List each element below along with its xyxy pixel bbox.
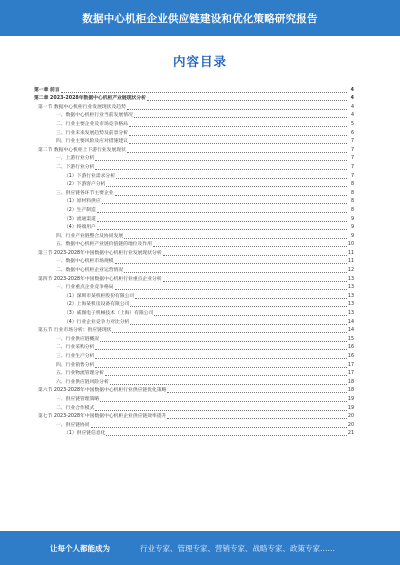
toc-leader-dots (95, 349, 347, 350)
toc-entry-label: 二、下游行业分析 (56, 164, 95, 170)
footer-tagline: 行业专家、管理专家、营销专家、战略专家、政策专家…… (140, 543, 335, 553)
toc-leader-dots (115, 289, 347, 290)
toc-leader-dots (106, 186, 347, 187)
toc-entry-page: 18 (347, 388, 354, 394)
report-title: 数据中心机柜企业供应链建设和优化策略研究报告 (82, 12, 318, 25)
toc-entry-label: 第二章 2023-2028年数据中心机柜产业链现状分析 (34, 96, 146, 102)
toc-leader-dots (124, 272, 347, 273)
toc-leader-dots (95, 358, 347, 359)
toc-entry-label: 四、行业主要风险及应对措施建议 (56, 139, 128, 145)
toc-entry-page: 13 (347, 311, 354, 317)
toc-entry-page: 4 (350, 96, 354, 102)
toc-entry-label: （4）行业企业竞争力对比分析 (64, 319, 130, 325)
toc-entry-page: 7 (350, 139, 354, 145)
toc-entry-label: 第六节 2023-2028年中国数据中心机柜行业供应链优化策略 (38, 388, 167, 394)
report-footer (0, 531, 400, 565)
report-header (0, 0, 400, 36)
toc-leader-dots (124, 238, 347, 239)
toc-entry-label: 一、行业重点企业竞争格局 (56, 285, 114, 291)
toc-leader-dots (154, 315, 346, 316)
toc-leader-dots (147, 100, 347, 101)
toc-entry-label: 第二节 数据中心机柜上下游行业发展现状 (38, 147, 126, 153)
toc-leader-dots (110, 384, 347, 385)
toc-leader-dots (129, 135, 347, 136)
toc-leader-dots (95, 169, 347, 170)
toc-entry-label: 第四节 2023-2028年中国数据中心机柜行业重点企业分析 (38, 276, 162, 282)
toc-leader-dots (134, 117, 347, 118)
toc-entry-page: 17 (347, 371, 354, 377)
toc-leader-dots (95, 367, 347, 368)
toc-entry-page: 15 (347, 336, 354, 342)
toc-entry-page: 11 (347, 250, 354, 256)
toc-entry-page: 10 (347, 242, 354, 248)
toc-entry-label: （1）下游行业需求分析 (64, 173, 116, 179)
toc-leader-dots (135, 298, 347, 299)
toc-leader-dots (153, 246, 347, 247)
toc-entry[interactable] (34, 308, 354, 317)
toc-entry-label: 二、行业合作模式 (56, 405, 95, 411)
toc-entry[interactable] (34, 283, 354, 292)
toc-entry-label: 第三节 2023-2028年中国数据中心机柜行业发展现状分析 (38, 250, 162, 256)
toc-entry[interactable] (34, 188, 354, 197)
toc-leader-dots (163, 255, 347, 256)
toc-entry[interactable] (34, 343, 354, 352)
toc-entry-label: 四、行业产业链整合及协同发展 (56, 233, 124, 239)
toc-entry[interactable] (34, 317, 354, 326)
toc-entry-page: 14 (347, 328, 354, 334)
toc-leader-dots (115, 263, 347, 264)
toc-entry-page: 7 (350, 147, 354, 153)
toc-entry-page: 4 (350, 113, 354, 119)
toc-entry[interactable] (34, 257, 354, 266)
toc-entry[interactable] (34, 214, 354, 223)
toc-entry[interactable] (34, 429, 354, 438)
toc-entry-label: 二、行业采购分析 (56, 345, 95, 351)
toc-leader-dots (106, 435, 346, 436)
toc-entry[interactable] (34, 128, 354, 137)
toc-leader-dots (97, 229, 347, 230)
toc-leader-dots (130, 324, 346, 325)
toc-entry[interactable] (34, 274, 354, 283)
toc-entry[interactable] (34, 291, 354, 300)
toc-entry[interactable] (34, 154, 354, 163)
toc-entry[interactable] (34, 205, 354, 214)
toc-entry-page: 13 (347, 276, 354, 282)
toc-entry-label: 一、行业供应链概况 (56, 336, 100, 342)
toc-entry-label: （1）深圳市某机柜股份有限公司 (64, 293, 135, 299)
toc-entry-page: 8 (350, 190, 354, 196)
toc-entry[interactable] (34, 386, 354, 395)
toc-entry-page: 13 (347, 302, 354, 308)
toc-entry-label: （2）生产制造 (64, 207, 96, 213)
footer-slogan: 让每个人都能成为 (50, 543, 110, 553)
toc-entry-page: 9 (350, 233, 354, 239)
toc-entry-label: 第七节 2023-2028年中国数据中心机柜企业供应链效率提升 (38, 414, 167, 420)
toc-entry[interactable] (34, 94, 354, 103)
toc-entry[interactable] (34, 369, 354, 378)
toc-entry-label: 三、行业生产分析 (56, 354, 95, 359)
toc-heading: 内容目录 (172, 54, 227, 69)
toc-entry-page: 4 (350, 87, 354, 93)
toc-leader-dots (116, 178, 347, 179)
toc-entry[interactable] (34, 111, 354, 120)
toc-entry-page: 12 (347, 268, 354, 274)
toc-leader-dots (105, 375, 347, 376)
toc-entry-page: 7 (350, 173, 354, 179)
toc-entry-label: （3）流通渠道 (64, 216, 96, 222)
toc-entry-label: （3）威图电子机械技术（上海）有限公司 (64, 311, 154, 317)
toc-entry-label: 一、供应链管理策略 (56, 396, 100, 402)
toc-entry-page: 16 (347, 354, 354, 359)
toc-leader-dots (129, 126, 347, 127)
toc-entry-label: 五、行业物流管理分析 (56, 371, 104, 377)
toc-entry[interactable] (34, 102, 354, 111)
toc-entry-page: 6 (350, 130, 354, 136)
toc-entry[interactable] (34, 231, 354, 240)
toc-entry-page: 20 (347, 422, 354, 428)
toc-entry[interactable] (34, 85, 354, 94)
toc-entry[interactable] (34, 360, 354, 369)
toc-entry-page: 19 (347, 405, 354, 411)
toc-leader-dots (130, 306, 346, 307)
toc-entry[interactable] (34, 403, 354, 412)
toc-entry-label: （1）供应链信息化 (64, 431, 106, 437)
toc-leader-dots (95, 410, 347, 411)
toc-entry[interactable] (34, 412, 354, 421)
toc-entry[interactable] (34, 351, 354, 360)
toc-entry-label: 一、供应链协同 (56, 422, 90, 428)
toc-entry[interactable] (34, 377, 354, 386)
toc-entry-label: 五、数据中心机柜产业链价值链的地位及作用 (56, 242, 152, 248)
toc-entry-label: 三、行业未来发展趋势及前景分析 (56, 130, 128, 136)
toc-entry[interactable] (34, 248, 354, 257)
toc-entry-page: 11 (347, 259, 354, 265)
toc-entry-label: （1）原材料供应 (64, 199, 101, 205)
toc-entry-page: 13 (347, 293, 354, 299)
toc-leader-dots (115, 195, 347, 196)
toc-entry-label: （2）上海某机房设备有限公司 (64, 302, 130, 308)
toc-entry[interactable] (34, 223, 354, 232)
toc-entry-page: 8 (350, 207, 354, 213)
toc-entry-page: 9 (350, 216, 354, 222)
toc-leader-dots (61, 92, 347, 93)
toc-entry-label: 一、数据中心机柜行业当前发展情况 (56, 113, 133, 119)
toc-leader-dots (112, 332, 346, 333)
toc-entry-label: 三、供应链各环节主要企业 (56, 190, 114, 196)
toc-leader-dots (127, 152, 347, 153)
toc-entry-page: 9 (350, 225, 354, 231)
toc-leader-dots (127, 109, 347, 110)
table-of-contents (34, 85, 354, 437)
toc-entry-label: 一、数据中心机柜市场规模 (56, 259, 114, 265)
toc-entry-page: 7 (350, 164, 354, 170)
toc-entry-page: 8 (350, 199, 354, 205)
toc-entry[interactable] (34, 265, 354, 274)
toc-leader-dots (129, 143, 347, 144)
toc-entry[interactable] (34, 145, 354, 154)
toc-entry[interactable] (34, 137, 354, 146)
toc-entry-label: 六、行业供应链风险分析 (56, 379, 109, 385)
toc-entry-label: 第五节 行业市场分析：供应链现状 (38, 328, 112, 334)
toc-entry-label: 一、上游行业分析 (56, 156, 95, 162)
toc-entry[interactable] (34, 240, 354, 249)
toc-entry[interactable] (34, 197, 354, 206)
toc-leader-dots (97, 221, 347, 222)
toc-entry[interactable] (34, 394, 354, 403)
toc-entry[interactable] (34, 300, 354, 309)
toc-leader-dots (95, 160, 347, 161)
toc-entry[interactable] (34, 119, 354, 128)
toc-entry-page: 16 (347, 345, 354, 351)
toc-entry[interactable] (34, 334, 354, 343)
toc-leader-dots (100, 341, 347, 342)
toc-entry[interactable] (34, 326, 354, 335)
toc-leader-dots (167, 392, 346, 393)
toc-entry[interactable] (34, 171, 354, 180)
toc-entry-label: 第一章 前言 (34, 87, 60, 93)
toc-entry-page: 5 (350, 121, 354, 127)
toc-entry-page: 21 (347, 431, 354, 437)
toc-entry-label: 四、行业销售分析 (56, 362, 95, 368)
toc-entry-page: 18 (347, 379, 354, 385)
toc-leader-dots (102, 203, 347, 204)
toc-leader-dots (163, 281, 347, 282)
toc-entry-label: 二、行业主要企业及市场竞争格局 (56, 121, 128, 127)
toc-entry-page: 7 (350, 156, 354, 162)
toc-entry-page: 4 (350, 104, 354, 110)
toc-entry[interactable] (34, 420, 354, 429)
toc-entry-page: 17 (347, 362, 354, 368)
toc-leader-dots (167, 418, 346, 419)
toc-entry-page: 13 (347, 285, 354, 291)
toc-leader-dots (91, 427, 347, 428)
toc-leader-dots (100, 401, 347, 402)
toc-entry-label: （2）下游客户分析 (64, 182, 106, 188)
toc-leader-dots (97, 212, 347, 213)
toc-entry-label: 二、数据中心机柜企业运营情况 (56, 268, 124, 274)
toc-entry[interactable] (34, 180, 354, 189)
toc-entry-label: 第一节 数据中心机柜行业发展现状及趋势 (38, 104, 126, 110)
toc-entry-page: 19 (347, 396, 354, 402)
toc-entry-page: 14 (347, 319, 354, 325)
toc-entry[interactable] (34, 162, 354, 171)
toc-entry-page: 8 (350, 182, 354, 188)
toc-entry-label: （4）终端用户 (64, 225, 96, 231)
toc-entry-page: 20 (347, 414, 354, 420)
